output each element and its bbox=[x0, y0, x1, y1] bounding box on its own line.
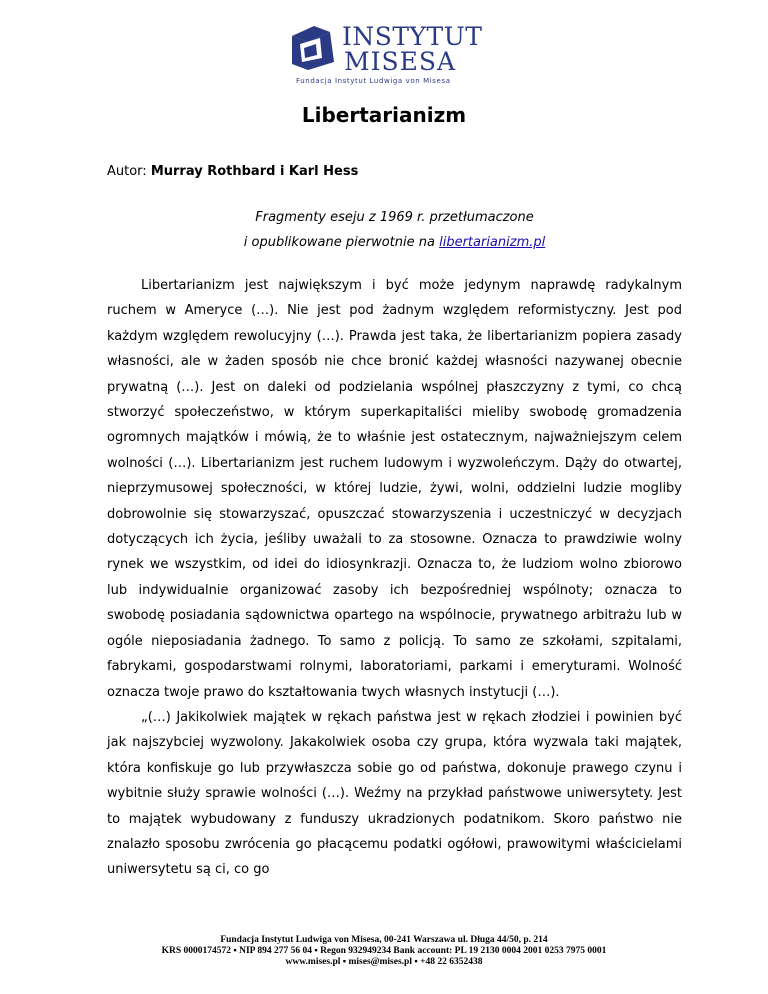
logo-mark-icon bbox=[290, 24, 336, 74]
intro-line-1: Fragmenty eseju z 1969 r. przetłumaczone bbox=[255, 210, 534, 225]
logo-line1: INSTYTUT bbox=[342, 22, 483, 51]
author-line bbox=[107, 164, 358, 179]
logo-subtitle: Fundacja Instytut Ludwiga von Misesa bbox=[296, 77, 451, 85]
paragraph-1: Libertarianizm jest największym i być może jedynym naprawdę radykalnym ruchem w Ameryce (…). Nie jest pod żadnym względem reformistyczny. Jest pod każdym względem rewolucyjny (…). Prawda jest taka, że libertarianizm popiera zasady własności, ale w żaden sposób nie chce bronić każdej własności nazywanej obecnie prywatną (…). Jest on daleki od podzielania wspólnej płaszczyzny z tymi, co chcą stworzyć społeczeństwo, w którym superkapitaliści mieliby swobodę gromadzenia ogromnych majątków i mówią, że to właśnie jest ostatecznym, najważniejszym celem wolności (…). Libertarianizm jest ruchem ludowym i wyzwoleńczym. Dąży do otwartej, nieprzymusowej społeczności, w której ludzie, żywi, wolni, oddzielni ludzie mogliby dobrowolnie się stowarzyszać, opuszczać stowarzyszenia i uczestniczyć w decyzjach dotyczących ich życia, jeśliby uważali to za stosowne. Oznacza to prawdziwie wolny rynek we wszystkim, od idei do idiosynkrazji. Oznacza to, że ludziom wolno zbiorowo lub indywidualnie organizować zasoby ich bezpośredniej wspólnoty; oznacza to swobodę posiadania sądownictwa opartego na wspólnocie, prywatnego arbitrażu lub w ogóle nieposiadania żadnego. To samo z policją. To samo ze szkołami, szpitalami, fabrykami, gospodarstwami rolnymi, laboratoriami, parkami i emeryturami. Wolność oznacza twoje prawo do kształtowania twych własnych instytucji (…). bbox=[107, 278, 682, 700]
paragraph-2: „(…) Jakikolwiek majątek w rękach państwa jest w rękach złodziei i powinien być jak najszybciej wyzwolony. Jakakolwiek osoba czy grupa, która wyzwala taki majątek, która konfiskuje go lub przywłaszcza sobie go od państwa, dokonuje prawego czynu i wybitnie służy sprawie wolności (…). Weźmy na przykład państwowe uniwersytety. Jest to majątek wybudowany z funduszy ukradzionych podatnikom. Skoro państwo nie znalazło sposobu zwrócenia go płacącemu podatki ogółowi, prawowitymi właścicielami uniwersytetu są ci, co go bbox=[107, 709, 682, 878]
instytut-misesa-logo bbox=[290, 22, 490, 86]
footer-registration: KRS 0000174572 ▪ NIP 894 277 56 04 ▪ Regon 932949234 Bank account: PL 19 2130 0004 2001 0253 7975 0001 bbox=[161, 946, 607, 956]
footer-contact: www.mises.pl ▪ mises@mises.pl ▪ +48 22 6352438 bbox=[285, 957, 483, 967]
intro-line-2 bbox=[107, 230, 682, 255]
logo-line2: MISESA bbox=[344, 47, 457, 76]
author-label: Autor: bbox=[107, 164, 147, 179]
document-title: Libertarianizm bbox=[301, 103, 467, 127]
libertarianizm-link[interactable]: libertarianizm.pl bbox=[439, 235, 546, 250]
page-footer bbox=[0, 935, 768, 968]
intro-note bbox=[107, 205, 682, 255]
author-name: Murray Rothbard i Karl Hess bbox=[150, 164, 359, 179]
intro-line-2-prefix: i opublikowane pierwotnie na bbox=[243, 235, 435, 250]
footer-address: Fundacja Instytut Ludwiga von Misesa, 00-241 Warszawa ul. Długa 44/50, p. 214 bbox=[220, 935, 548, 945]
document-body bbox=[107, 273, 682, 883]
